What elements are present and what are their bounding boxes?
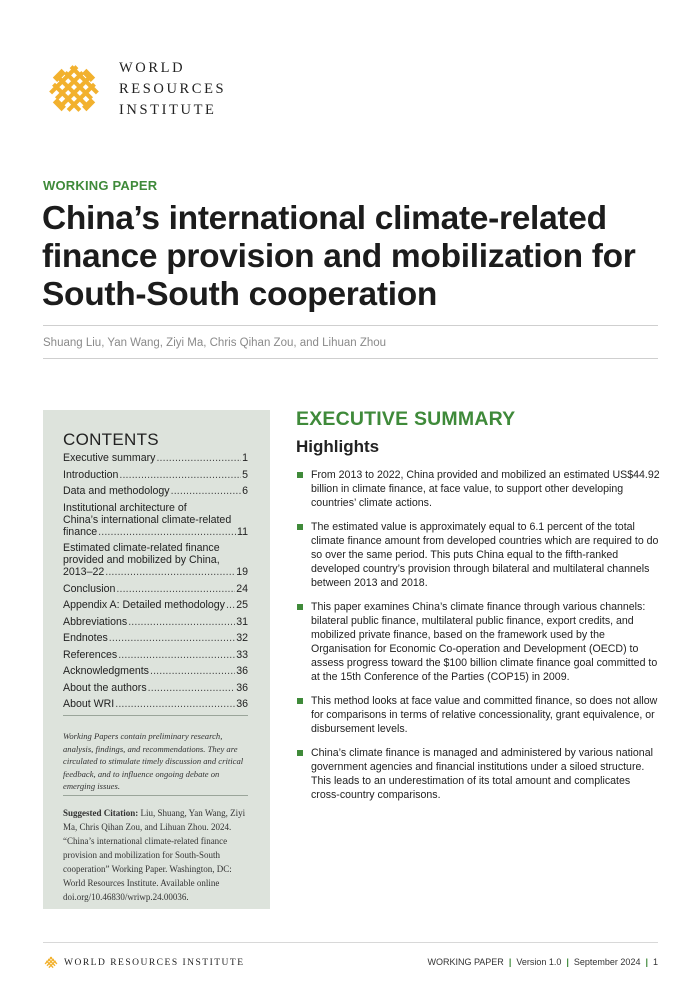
toc-entry[interactable] xyxy=(63,502,248,538)
toc-leader-dots xyxy=(116,583,235,595)
highlight-item: From 2013 to 2022, China provided and mobilized an estimated US$44.92 billion in climate finance, at face value, to support other developing countries’ climate actions. xyxy=(296,468,661,510)
authors-line: Shuang Liu, Yan Wang, Ziyi Ma, Chris Qihan Zou, and Lihuan Zhou xyxy=(43,337,387,349)
logo-line: RESOURCES xyxy=(119,81,227,97)
table-of-contents xyxy=(63,452,248,715)
toc-entry-label: About WRI xyxy=(63,698,115,710)
footer-doc-type: WORKING PAPER xyxy=(427,957,504,967)
toc-leader-dots xyxy=(171,485,241,497)
logo-line: WORLD xyxy=(119,60,186,76)
toc-page-number: 31 xyxy=(236,615,248,628)
toc-page-number: 32 xyxy=(236,632,248,644)
toc-page-number: 11 xyxy=(237,525,248,538)
toc-entry-label: China’s international climate-related xyxy=(63,513,232,526)
working-paper-note: Working Papers contain preliminary research, analysis, findings, and recommendations. They are circulated to stimulate timely discussion and critical feedback, and to influence ongoing debate on emerging issues. xyxy=(63,731,244,791)
page-number: 1 xyxy=(652,957,658,967)
toc-entry-label: Appendix A: Detailed methodology xyxy=(63,599,225,611)
toc-entry-label: Executive summary xyxy=(63,452,156,464)
toc-leader-dots xyxy=(148,682,236,694)
contents-heading: CONTENTS xyxy=(63,430,159,449)
document-type-label: WORKING PAPER xyxy=(43,178,158,193)
toc-entry[interactable] xyxy=(63,452,248,464)
toc-entry-label: Conclusion xyxy=(63,582,116,595)
footer-separator: | xyxy=(508,957,512,967)
toc-entry[interactable] xyxy=(63,649,248,661)
toc-entry-label: 2013–22 xyxy=(63,566,105,578)
toc-entry-label: Institutional architecture of xyxy=(63,501,187,514)
toc-leader-dots xyxy=(109,632,235,644)
title-line: South-South cooperation xyxy=(42,276,438,313)
toc-page-number: 6 xyxy=(242,485,248,497)
toc-entry-label: References xyxy=(63,648,118,661)
footer-divider xyxy=(43,942,658,943)
title-line: China’s international climate-related xyxy=(42,200,607,237)
highlights-list xyxy=(296,468,661,812)
toc-entry[interactable] xyxy=(63,665,248,677)
toc-entry-label: About the authors xyxy=(63,681,147,694)
wri-knot-icon xyxy=(43,59,105,121)
toc-entry-label: Introduction xyxy=(63,468,119,481)
highlight-item: This method looks at face value and committed finance, so does not allow for comparisons in terms of relative concessionality, grant equivalence, or disbursement levels. xyxy=(296,694,661,736)
toc-page-number: 36 xyxy=(236,698,248,710)
toc-entry[interactable] xyxy=(63,542,248,578)
toc-leader-dots xyxy=(128,616,235,628)
toc-entry[interactable] xyxy=(63,583,248,595)
toc-entry-label: finance xyxy=(63,525,98,538)
toc-entry[interactable] xyxy=(63,632,248,644)
toc-entry[interactable] xyxy=(63,616,248,628)
logo-wordmark xyxy=(119,58,226,121)
citation-label: Suggested Citation: xyxy=(63,808,139,818)
toc-leader-dots xyxy=(156,452,241,464)
executive-summary-heading: EXECUTIVE SUMMARY xyxy=(296,408,516,430)
toc-leader-dots xyxy=(98,526,236,538)
toc-entry[interactable] xyxy=(63,682,248,694)
toc-leader-dots xyxy=(105,566,235,578)
toc-entry-label: Abbreviations xyxy=(63,615,128,628)
contents-sidebar xyxy=(43,410,270,909)
toc-entry-label: provided and mobilized by China, xyxy=(63,554,220,566)
toc-leader-dots xyxy=(115,698,235,710)
highlight-item: China’s climate finance is managed and administered by various national government agencies and financial institutions under a siloed structure. This leads to an underestimation of its total amount and complicates cross-country comparisons. xyxy=(296,746,661,802)
footer-separator: | xyxy=(645,957,648,967)
wri-knot-icon xyxy=(43,955,59,971)
title-line: finance provision and mobilization for xyxy=(42,238,636,275)
toc-page-number: 24 xyxy=(236,582,248,595)
toc-entry-label: Acknowledgments xyxy=(63,665,149,677)
toc-page-number: 33 xyxy=(236,648,248,661)
toc-page-number: 36 xyxy=(236,681,248,694)
toc-entry[interactable] xyxy=(63,485,248,497)
toc-page-number: 1 xyxy=(242,452,248,464)
footer-info xyxy=(427,957,658,967)
toc-entry[interactable] xyxy=(63,599,248,611)
wri-logo xyxy=(43,58,226,121)
toc-page-number: 5 xyxy=(242,468,248,481)
toc-entry[interactable] xyxy=(63,698,248,710)
footer-version: Version 1.0 xyxy=(516,957,562,967)
toc-entry-label: Estimated climate-related finance xyxy=(63,542,220,554)
toc-leader-dots xyxy=(150,665,235,677)
footer-separator: | xyxy=(566,957,569,967)
footer-date: September 2024 xyxy=(573,957,641,967)
page-title xyxy=(42,200,662,314)
title-divider xyxy=(43,325,658,326)
toc-entry-label: Endnotes xyxy=(63,632,108,644)
footer-logo-text: WORLD RESOURCES INSTITUTE xyxy=(64,958,245,968)
suggested-citation xyxy=(63,806,251,904)
toc-leader-dots xyxy=(118,649,235,661)
footer-logo xyxy=(43,955,245,971)
toc-page-number: 19 xyxy=(236,566,248,578)
toc-page-number: 25 xyxy=(236,599,248,611)
sidebar-divider xyxy=(63,715,248,716)
toc-leader-dots xyxy=(226,599,235,611)
toc-entry[interactable] xyxy=(63,469,248,481)
toc-leader-dots xyxy=(119,469,241,481)
citation-text: Liu, Shuang, Yan Wang, Ziyi Ma, Chris Qihan Zou, and Lihuan Zhou. 2024. “China’s international climate-related finance provision and mobilization for South-South cooperation” Working Paper. Washington, DC: World Resources Institute. Available online doi.org/10.46830/wriwp.24.00036. xyxy=(63,808,246,902)
sidebar-divider xyxy=(63,795,248,796)
authors-divider xyxy=(43,358,658,359)
logo-line: INSTITUTE xyxy=(119,102,217,118)
highlight-item: The estimated value is approximately equal to 6.1 percent of the total climate finance amount from developed countries which are required to do so over the same period. This puts China equal to the fifth-ranked developed country’s provision through bilateral and multilateral channels between 2013 and 2018. xyxy=(296,520,661,590)
highlight-item: This paper examines China’s climate finance through various channels: bilateral public finance, multilateral public finance, export credits, and mobilized private finance, based on the framework used by the Organisation for Economic Co-operation and Development (OECD) to assess progress toward the $100 billion climate finance goal committed to at the 15th Conference of the Parties (COP15) in 2009. xyxy=(296,600,661,684)
toc-entry-label: Data and methodology xyxy=(63,485,170,497)
toc-page-number: 36 xyxy=(236,665,248,677)
highlights-heading: Highlights xyxy=(296,437,380,456)
